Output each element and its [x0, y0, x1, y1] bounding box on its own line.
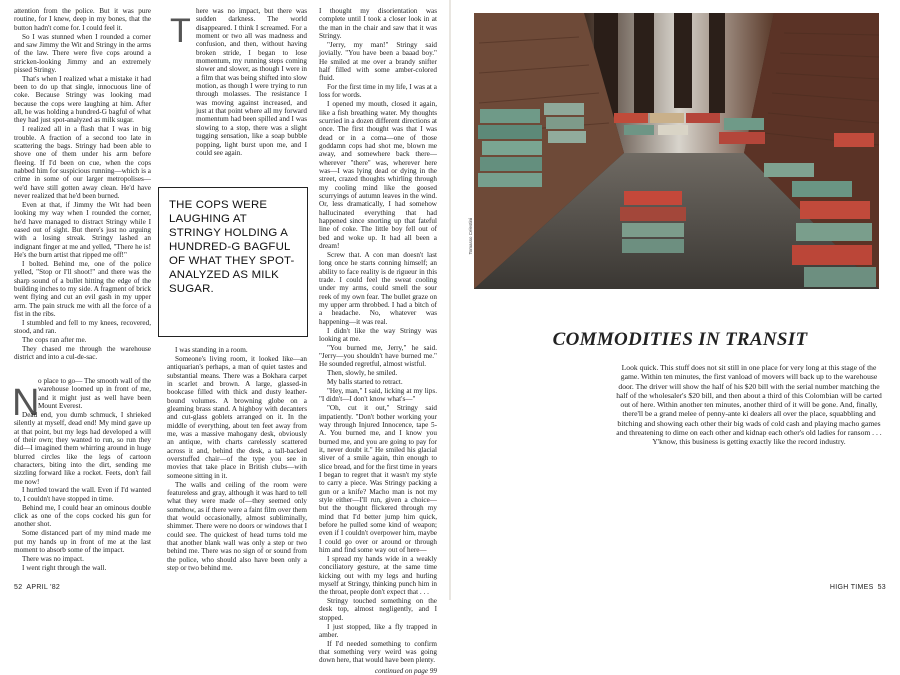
drop-cap: T — [170, 12, 191, 50]
warehouse-photo — [474, 13, 879, 289]
paragraph: I didn't like the way Stringy was looking at me. — [319, 326, 437, 343]
paragraph: That's when I realized what a mistake it had been to do up that single, innocuous line of coke. Because Stringy was looking mad because the cops were laughing at him. After all, he was holding a hundred-G bagful of what they had just spot-analyzed as milk sugar. — [14, 74, 151, 125]
paragraph: I thought my disorientation was complete until I took a closer look in at the man in the chair and saw that it was Stringy. — [319, 7, 437, 41]
paragraph: The cops ran after me. — [22, 335, 87, 344]
paragraph: Then, slowly, he smiled. — [327, 369, 398, 378]
photo-caption: Look quick. This stuff does not sit still in one place for very long at this stage of the game. Within ten minutes, the first vanload of movers will back up to the warehouse door. The driver will show the half of his $20 bill with the serial number matching the half of the wholesaler's $20 bill, and then about a third of this Colombian will be carted out of here. Within another ten minutes, another third of it will be gone. And, finally, there'll be a grand melee of penny-ante ki dealers all over the place, squabbling and bitching and showing each other their big wads of cold cash and playing macho games and threatening to dime on each other and kidnap each other's old ladies for ransom . . . Y'know, this business is getting exactly like the record industry. — [616, 363, 882, 447]
issue-date: APRIL '82 — [26, 584, 61, 591]
paragraph: For the first time in my life, I was at a loss for words. — [319, 83, 437, 100]
pull-quote: THE COPS WERE LAUGHING AT STRINGY HOLDING A HUNDRED-G BAGFUL OF WHAT THEY SPOT-ANALYZED AS MILK SUGAR. — [169, 199, 295, 295]
paragraph: Dead end, you dumb schmuck, I shrieked silently at myself, dead end! My mind gave up at that point, but my legs had developed a will of their own; they wanted to run, so run they did—I imagined them whirring around in huge blurred circles like the legs of cartoon characters, biting into the dirt, sending me sizzling forward like a rocket. Feets, don't fail me now! — [14, 410, 151, 486]
paragraph: I was standing in a room. — [175, 346, 248, 354]
paragraph: So I was stunned when I rounded a corner and saw Jimmy the Wit and Stringy in the arms of the law. There were five cops around a stricken-looking Jimmy and an extremely pissed Stringy. — [14, 32, 151, 74]
paragraph: I bolted. Behind me, one of the police yelled, "Stop or I'll shoot!" and there was the sharp sound of a bullet hitting the edge of the building inches to my side. A fragment of brick went flying and cut an evil gash in my upper arm. The pain struck me with all the force of a fist in the ribs. — [14, 259, 151, 318]
paragraph: If I'd needed something to confirm that something very weird was going down here, that would have been plenty. — [319, 639, 437, 665]
paragraph: I realized all in a flash that I was in big trouble. A fraction of a second too late in scattering the bags. Stringy had been able to shove one of them under his arm before fleeing. If I'd been on cue, when the cops nabbed him for suspicious running—which is a crime in some of our larger metropolises—we'd have still gotten away clean. He'd have never realized that he'd been burned. — [14, 125, 151, 201]
paragraph: Someone's living room, it looked like—an antiquarian's perhaps, a man of quiet tastes and substantial means. There was a Bokhara carpet in scarlet and brown. A large, glassed-in bookcase filled with thick and dusty leather-bound volumes. A browning globe on a gleaming brass stand. A highboy with decanters and cut-glass goblets arranged on it. In the middle of everything, about ten feet away from me, was a massive mahogany desk, obviously an antique, with charts carelessly scattered across it and, behind the desk, a tall-backed overstuffed chair—of the type you see in movies that take place in British clubs—with someone sitting in it. — [167, 354, 307, 480]
article-column-2 — [172, 7, 307, 157]
paragraph: here was no impact, but there was sudden darkness. The world disappeared. I think I screamed. For a moment or two all was madness and confusion, and then, without having broken stride, I began to lose momentum, my running steps coming slower and slower, as though I were in a film that was being shifted into slow motion, as though I were trying to run through molasses. The resistance I was moving against increased, and just at that point where all my forward momentum had been spilled and I was slowing to a stop, there was a slight tugging sensation, like a soap bubble popping, light burst upon me, and I could see again. — [196, 7, 307, 157]
paragraph: They chased me through the warehouse district and into a cul-de-sac. — [14, 344, 151, 362]
magazine-name: HIGH TIMES — [829, 584, 874, 591]
paragraph: "Oh, cut it out," Stringy said impatiently. "Don't bother working your way through Injured Innocence, tape 5-A. You burned me, and I know you burned me, and you are going to pay for it, never doubt it." He smiled his glacial sliver of a smile again, thin enough to slice bread, and for the first time in years I began to regret that it wasn't my style to carry a piece. Was Stringy packing a gun or a knife? Macho man is not my style either—I'll run, given a choice—but the thought flickered through my mind that I'd better jump him quick, before he pulled some kind of weapon; even if I couldn't overpower him, maybe I could go over or around or through him and find some way out of here— — [319, 404, 437, 554]
paragraph: I opened my mouth, closed it again, like a fish breathing water. My thoughts scurried in a dozen different directions at once. The first thought was that I was dead or in a coma—one of those goddamn cops had shot me, blown me away, and somewhere back there—wherever "there" was, wherever here was—I was lying dead or dying in the street, crazed thoughts whirling through my cooling mind like the goosed scurryings of autumn leaves in the wind. Or, less dramatically, I had somehow hallucinated everything that had happened since snorting up that fateful line of coke. The little boy fell out of bed and woke up. It had all been a dream! — [319, 100, 438, 251]
article-column-1b — [14, 377, 151, 572]
warehouse-photo-illustration — [474, 13, 879, 289]
paragraph: I spread my hands wide in a weakly conciliatory gesture, at the same time kicking out with my legs and hurling myself at Stringy, thinking punch him in the throat, people don't expect that . . . — [319, 554, 437, 597]
paragraph: Even at that, if Jimmy the Wit had been looking my way when I rounded the corner, he'd have managed to distract Stringy while I eased out of sight. But there's just no arguing with a losing streak. Stringy lashed an indignant finger at me and yelled, "There he is! He's the burn artist that ripped me off!" — [14, 200, 151, 259]
paragraph: "Hey, man," I said, licking at my lips. "I didn't—I don't know what's—" — [319, 386, 437, 404]
page-folio-left — [14, 584, 60, 591]
spine-gutter — [449, 0, 451, 600]
paragraph: "Jerry, my man!" Stringy said jovially. "You have been a baaad boy." He smiled at me over a brandy snifter half filled with some amber-colored fluid. — [319, 40, 437, 83]
paragraph: I just stopped, like a fly trapped in amber. — [319, 622, 437, 639]
paragraph: I went right through the wall. — [22, 563, 107, 572]
paragraph: I stumbled and fell to my knees, recovered, stood, and ran. — [14, 318, 151, 336]
paragraph: o place to go— The smooth wall of the warehouse loomed up in front of me, and it might just as well have been Mount Everest. — [38, 377, 151, 411]
pull-quote-box — [158, 187, 308, 337]
paragraph: "You burned me, Jerry," he said. "Jerry—you shouldn't have burned me." He sounded regretful, almost wistful. — [319, 343, 437, 369]
paragraph: Behind me, I could hear an ominous double click as one of the cops cocked his gun for another shot. — [14, 503, 151, 529]
paragraph: The walls and ceiling of the room were featureless and gray, although it was hard to tell what they were made of—they seemed only somehow, as if there were a faint film over them that would occasionally, almost subliminally, shimmer. There were no doors or windows that I could see. The quickest of head turns told me that another blank wall was only a step or two behind me. There was no sign of or sound from the police, who should also have been only a step or two behind me. — [167, 480, 307, 572]
page-number: 52 — [14, 584, 23, 591]
paragraph: There was no impact. — [22, 554, 84, 563]
page-folio-right — [830, 584, 886, 591]
paragraph: I hurtled toward the wall. Even if I'd wanted to, I couldn't have stopped in time. — [14, 486, 151, 503]
paragraph: Some distanced part of my mind made me put my hands up in front of me at the last moment to absorb some of the impact. — [14, 529, 151, 554]
paragraph: My balls started to retract. — [327, 378, 403, 387]
drop-cap: N — [12, 382, 40, 424]
photo-headline: COMMODITIES IN TRANSIT — [552, 329, 808, 350]
paragraph: Stringy touched something on the desk top, almost negligently, and I stopped. — [319, 597, 437, 622]
paragraph: Screw that. A con man doesn't last long once he starts conning himself; an ability to face reality is de rigueur in this trade. I could feel the sweat cooling under my arms, could smell the sour reek of my own fear. The bullet graze on my upper arm throbbed. I had a bitch of a headache. No, whatever was happening—it was real. — [319, 250, 437, 326]
page-number: 53 — [877, 584, 886, 591]
article-column-3 — [319, 7, 437, 675]
paragraph: attention from the police. But it was pure routine, for I knew, deep in my bones, that the button hadn't come for. I could feel it. — [14, 7, 151, 32]
article-column-2b — [167, 346, 307, 572]
photo-credit: Tomasso Celestini — [468, 218, 473, 255]
article-column-1 — [14, 7, 151, 361]
continued-line: continued on page 99 — [374, 666, 437, 675]
